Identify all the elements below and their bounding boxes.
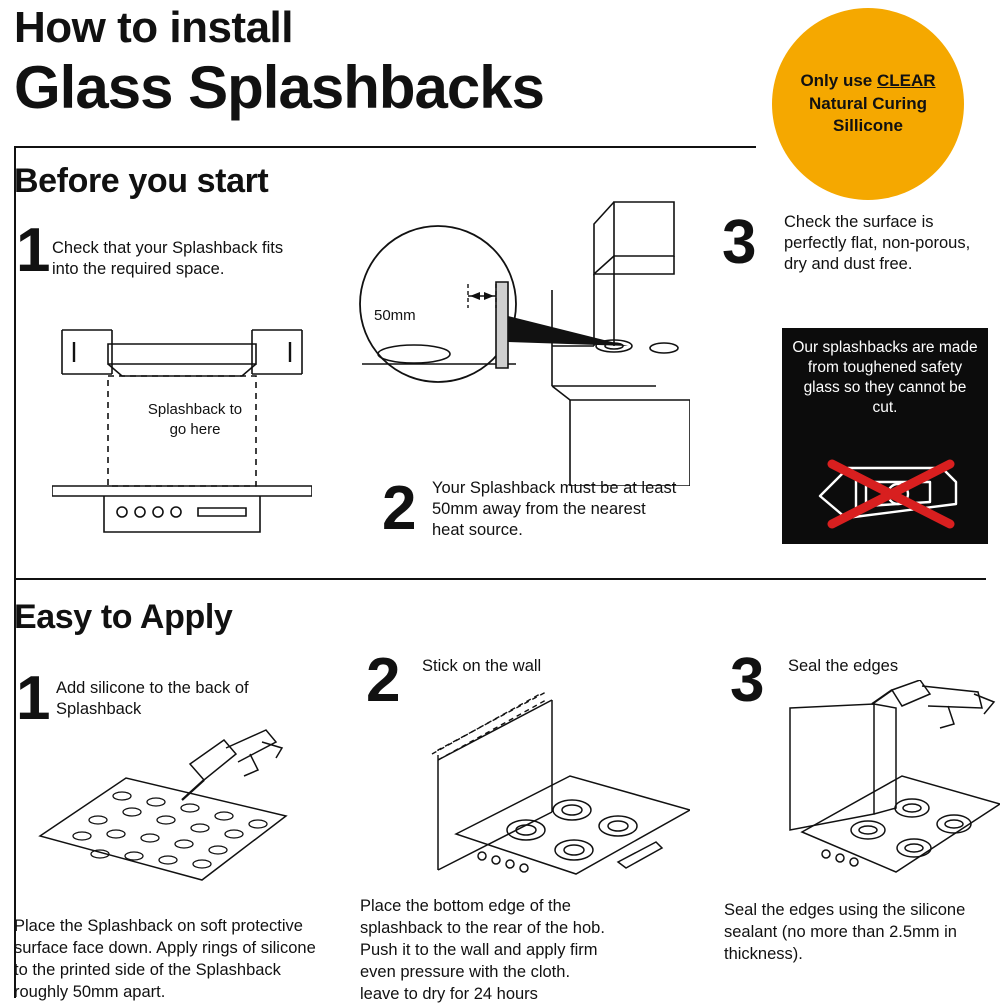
badge-line1-emphasis: CLEAR <box>876 71 936 91</box>
no-cutting-knife-icon <box>810 456 962 532</box>
step-number-3-apply: 3 <box>730 646 765 715</box>
section-heading-before-you-start: Before you start <box>14 162 269 200</box>
diagram-apply-silicone <box>14 724 334 904</box>
step-caption-1-apply: Place the Splashback on soft protective surface face down. Apply rings of silicone to the printed side of the Splashback roughly 50mm apart. <box>14 917 316 1001</box>
page-title-line1: How to install <box>14 3 293 52</box>
diagram-label-line2: go here <box>169 420 221 438</box>
step-caption-2-apply: Place the bottom edge of the splashback to the rear of the hob. Push it to the wall and apply firm even pressure with the cloth. leave to dry for 24 hours <box>360 897 605 1003</box>
diagram-label-splashback-area <box>130 400 260 440</box>
warning-panel <box>782 328 988 544</box>
diagram-heat-source-clearance <box>356 196 690 486</box>
left-rule-upper <box>14 146 16 580</box>
silicone-badge <box>772 8 964 200</box>
diagram-seal-edges <box>716 680 1000 880</box>
badge-line-1 <box>800 70 935 92</box>
step-number-1-apply: 1 <box>16 664 51 733</box>
badge-line-2: Natural Curing <box>808 93 928 113</box>
step-caption-3-apply: Seal the edges using the silicone sealant (no more than 2.5mm in thickness). <box>724 901 966 963</box>
step-number-2-apply: 2 <box>366 646 401 715</box>
diagram-stick-on-wall <box>360 684 690 882</box>
step-number-1-before: 1 <box>16 216 51 285</box>
step-number-3-before: 3 <box>722 208 757 277</box>
step-text-3-before: Check the surface is perfectly flat, non-porous, dry and dust free. <box>784 213 971 274</box>
step-text-1-before: Check that your Splashback fits into the required space. <box>52 239 284 279</box>
diagram-label-50mm: 50mm <box>374 307 416 324</box>
step-title-1-apply: Add silicone to the back of Splashback <box>56 679 249 719</box>
warning-text: Our splashbacks are made from toughened safety glass so they cannot be cut. <box>792 339 978 417</box>
step-title-2-apply: Stick on the wall <box>422 657 542 675</box>
diagram-label-line1: Splashback to <box>147 401 243 418</box>
step-number-2-before: 2 <box>382 474 417 543</box>
header-divider <box>14 146 756 148</box>
section-divider <box>14 578 986 580</box>
step-text-2-before: Your Splashback must be at least 50mm away from the nearest heat source. <box>432 479 677 540</box>
section-heading-easy-to-apply: Easy to Apply <box>14 598 233 636</box>
step-title-3-apply: Seal the edges <box>788 657 899 675</box>
badge-line-3: Sillicone <box>833 116 903 136</box>
page-title-line2: Glass Splashbacks <box>14 54 544 121</box>
badge-line1-prefix: Only use <box>800 71 877 91</box>
